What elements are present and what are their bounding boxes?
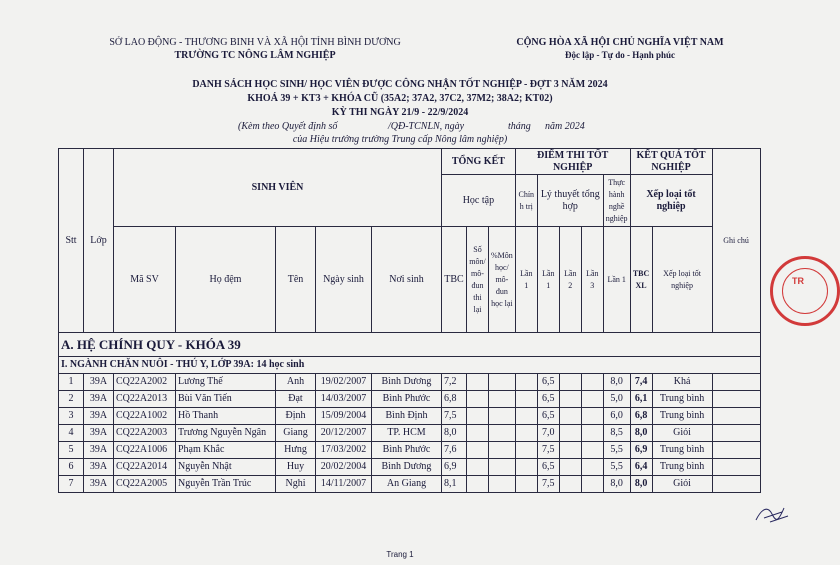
cell-tbc: 7,2 — [442, 374, 467, 391]
col-ghi-chu: Ghi chú — [712, 149, 760, 333]
cell-tbc: 7,6 — [442, 442, 467, 459]
cell-th: 5,5 — [603, 442, 630, 459]
col-stt: Stt — [59, 149, 84, 333]
cell-lt: 6,5 — [537, 374, 559, 391]
cell-stt: 6 — [59, 459, 84, 476]
cell-stt: 3 — [59, 408, 84, 425]
col-sinh-vien: SINH VIÊN — [114, 149, 442, 227]
cell-xl: 8,0 — [630, 425, 652, 442]
col-thuc-hanh: Thực hành nghề nghiệp — [603, 175, 630, 227]
col-xep-loai-tn: Xếp loại tốt nghiệp — [630, 175, 712, 227]
cell-empty — [712, 459, 760, 476]
cell-loai: Giỏi — [652, 476, 712, 493]
cell-loai: Trung bình — [652, 408, 712, 425]
cell-stt: 5 — [59, 442, 84, 459]
cell-empty — [515, 408, 537, 425]
col-diem-thi: ĐIỂM THI TỐT NGHIỆP — [515, 149, 630, 175]
cell-empty — [559, 476, 581, 493]
decision-note-2: của Hiệu trưởng trường Trung cấp Nông lâm nghiệp) — [292, 134, 508, 145]
cell-loai: Khá — [652, 374, 712, 391]
cell-ns: 15/09/2004 — [316, 408, 372, 425]
cell-empty — [712, 442, 760, 459]
cell-xl: 8,0 — [630, 476, 652, 493]
subsection-title: I. NGÀNH CHĂN NUÔI - THÚ Y, LỚP 39A: 14 học sinh — [59, 357, 761, 374]
graduation-table — [58, 148, 761, 493]
section-title: A. HỆ CHÍNH QUY - KHÓA 39 — [59, 333, 761, 357]
col-pct-mon: %Môn học/ mô-đun học lại — [489, 227, 516, 333]
cell-empty — [581, 408, 603, 425]
table-row — [59, 442, 761, 459]
doc-title: DANH SÁCH HỌC SINH/ HỌC VIÊN ĐƯỢC CÔNG NHẬN TỐT NGHIỆP - ĐỢT 3 NĂM 2024 — [192, 79, 608, 90]
cell-lt: 7,0 — [537, 425, 559, 442]
cell-ten: Đạt — [276, 391, 316, 408]
cell-ma: CQ22A2005 — [114, 476, 176, 493]
exam-date: KỲ THI NGÀY 21/9 - 22/9/2024 — [331, 107, 469, 118]
cell-empty — [467, 425, 489, 442]
cell-ho: Nguyễn Trần Trúc — [176, 476, 276, 493]
decision-note-d: năm 2024 — [545, 121, 585, 132]
cell-empty — [467, 459, 489, 476]
table-row — [59, 374, 761, 391]
cell-ma: CQ22A2014 — [114, 459, 176, 476]
table-row — [59, 476, 761, 493]
cell-empty — [515, 442, 537, 459]
cell-empty — [712, 408, 760, 425]
country-name: CỘNG HÒA XÃ HỘI CHỦ NGHĨA VIỆT NAM — [516, 37, 724, 48]
col-ho-dem: Họ đệm — [176, 227, 276, 333]
doc-subtitle: KHOÁ 39 + KT3 + KHÓA CŨ (35A2; 37A2, 37C2, 37M2; 38A2; KT02) — [247, 93, 553, 104]
col-ngay-sinh: Ngày sinh — [316, 227, 372, 333]
cell-empty — [489, 374, 516, 391]
cell-empty — [489, 408, 516, 425]
cell-ten: Hưng — [276, 442, 316, 459]
cell-ten: Định — [276, 408, 316, 425]
cell-xl: 7,4 — [630, 374, 652, 391]
cell-stt: 4 — [59, 425, 84, 442]
cell-empty — [559, 408, 581, 425]
cell-noi: TP. HCM — [372, 425, 442, 442]
cell-empty — [489, 391, 516, 408]
cell-ho: Hồ Thanh — [176, 408, 276, 425]
col-chinh-tri: Chín h trị — [515, 175, 537, 227]
cell-ns: 20/02/2004 — [316, 459, 372, 476]
cell-noi: Bình Phước — [372, 442, 442, 459]
cell-empty — [489, 476, 516, 493]
cell-ma: CQ22A2013 — [114, 391, 176, 408]
cell-empty — [559, 391, 581, 408]
cell-tbc: 8,1 — [442, 476, 467, 493]
cell-loai: Giỏi — [652, 425, 712, 442]
cell-empty — [515, 374, 537, 391]
cell-lop: 39A — [84, 442, 114, 459]
decision-note-c: tháng — [508, 121, 531, 132]
col-th-lan1: Lần 1 — [603, 227, 630, 333]
cell-lop: 39A — [84, 476, 114, 493]
cell-ns: 17/03/2002 — [316, 442, 372, 459]
cell-stt: 7 — [59, 476, 84, 493]
cell-empty — [515, 391, 537, 408]
cell-ho: Phạm Khắc — [176, 442, 276, 459]
cell-th: 6,0 — [603, 408, 630, 425]
col-ct-lan1: Lần 1 — [515, 227, 537, 333]
cell-empty — [559, 459, 581, 476]
cell-tbc: 6,8 — [442, 391, 467, 408]
cell-empty — [489, 425, 516, 442]
cell-empty — [467, 442, 489, 459]
cell-ma: CQ22A1002 — [114, 408, 176, 425]
col-so-mon: Số môn/ mô-đun thi lại — [467, 227, 489, 333]
col-ly-thuyet: Lý thuyết tổng hợp — [537, 175, 603, 227]
cell-lt: 6,5 — [537, 391, 559, 408]
official-stamp-inner — [782, 268, 828, 314]
cell-noi: An Giang — [372, 476, 442, 493]
cell-empty — [515, 425, 537, 442]
decision-note-a: (Kèm theo Quyết định số — [238, 121, 338, 132]
col-hoc-tap: Học tập — [442, 175, 516, 227]
cell-loai: Trung bình — [652, 442, 712, 459]
cell-empty — [712, 425, 760, 442]
cell-ma: CQ22A1006 — [114, 442, 176, 459]
cell-ten: Nghi — [276, 476, 316, 493]
page-number: Trang 1 — [386, 550, 414, 559]
cell-lt: 6,5 — [537, 459, 559, 476]
cell-empty — [467, 391, 489, 408]
cell-tbc: 8,0 — [442, 425, 467, 442]
ministry-name: SỞ LAO ĐỘNG - THƯƠNG BINH VÀ XÃ HỘI TỈNH BÌNH DƯƠNG — [109, 37, 401, 48]
col-xep-loai: Xếp loại tốt nghiệp — [652, 227, 712, 333]
cell-empty — [581, 374, 603, 391]
cell-empty — [581, 476, 603, 493]
cell-ns: 14/03/2007 — [316, 391, 372, 408]
cell-empty — [581, 459, 603, 476]
cell-empty — [559, 442, 581, 459]
motto: Độc lập - Tự do - Hạnh phúc — [564, 50, 675, 60]
cell-ma: CQ22A2003 — [114, 425, 176, 442]
col-ten: Tên — [276, 227, 316, 333]
cell-empty — [712, 476, 760, 493]
cell-ho: Bùi Văn Tiến — [176, 391, 276, 408]
cell-noi: Bình Dương — [372, 374, 442, 391]
cell-empty — [467, 408, 489, 425]
cell-empty — [581, 391, 603, 408]
cell-noi: Bình Phước — [372, 391, 442, 408]
cell-noi: Bình Định — [372, 408, 442, 425]
col-lt-lan1: Lần 1 — [537, 227, 559, 333]
col-lt-lan3: Lần 3 — [581, 227, 603, 333]
table-row — [59, 459, 761, 476]
stamp-text: TR — [792, 276, 804, 286]
cell-lt: 6,5 — [537, 408, 559, 425]
cell-ns: 14/11/2007 — [316, 476, 372, 493]
cell-th: 5,5 — [603, 459, 630, 476]
cell-lop: 39A — [84, 459, 114, 476]
table-row — [59, 408, 761, 425]
cell-tbc: 6,9 — [442, 459, 467, 476]
cell-lop: 39A — [84, 408, 114, 425]
col-tbc: TBC — [442, 227, 467, 333]
cell-empty — [559, 374, 581, 391]
cell-tbc: 7,5 — [442, 408, 467, 425]
cell-xl: 6,9 — [630, 442, 652, 459]
col-lt-lan2: Lần 2 — [559, 227, 581, 333]
col-lop: Lớp — [84, 149, 114, 333]
cell-ns: 19/02/2007 — [316, 374, 372, 391]
school-name: TRƯỜNG TC NÔNG LÂM NGHIỆP — [174, 50, 336, 61]
cell-loai: Trung bình — [652, 391, 712, 408]
cell-empty — [581, 442, 603, 459]
col-ket-qua: KẾT QUẢ TỐT NGHIỆP — [630, 149, 712, 175]
cell-lt: 7,5 — [537, 442, 559, 459]
cell-th: 5,0 — [603, 391, 630, 408]
cell-empty — [515, 476, 537, 493]
cell-ten: Huy — [276, 459, 316, 476]
cell-empty — [467, 476, 489, 493]
cell-ten: Anh — [276, 374, 316, 391]
cell-empty — [467, 374, 489, 391]
cell-empty — [712, 374, 760, 391]
cell-empty — [515, 459, 537, 476]
cell-xl: 6,8 — [630, 408, 652, 425]
cell-empty — [712, 391, 760, 408]
cell-ten: Giang — [276, 425, 316, 442]
cell-xl: 6,1 — [630, 391, 652, 408]
cell-stt: 2 — [59, 391, 84, 408]
cell-lt: 7,5 — [537, 476, 559, 493]
decision-note-b: /QĐ-TCNLN, ngày — [388, 121, 465, 132]
col-tbc-xl: TBC XL — [630, 227, 652, 333]
col-noi-sinh: Nơi sinh — [372, 227, 442, 333]
cell-ho: Nguyễn Nhật — [176, 459, 276, 476]
cell-ma: CQ22A2002 — [114, 374, 176, 391]
cell-empty — [489, 442, 516, 459]
cell-stt: 1 — [59, 374, 84, 391]
cell-empty — [581, 425, 603, 442]
cell-empty — [489, 459, 516, 476]
cell-loai: Trung bình — [652, 459, 712, 476]
cell-empty — [559, 425, 581, 442]
cell-lop: 39A — [84, 374, 114, 391]
table-row — [59, 391, 761, 408]
cell-th: 8,5 — [603, 425, 630, 442]
signature-mark — [752, 500, 792, 528]
cell-ho: Trương Nguyễn Ngân — [176, 425, 276, 442]
cell-lop: 39A — [84, 425, 114, 442]
cell-th: 8,0 — [603, 476, 630, 493]
table-row — [59, 425, 761, 442]
col-ma-sv: Mã SV — [114, 227, 176, 333]
col-tong-ket: TỔNG KẾT — [442, 149, 516, 175]
cell-xl: 6,4 — [630, 459, 652, 476]
cell-th: 8,0 — [603, 374, 630, 391]
cell-noi: Bình Dương — [372, 459, 442, 476]
cell-lop: 39A — [84, 391, 114, 408]
cell-ho: Lương Thế — [176, 374, 276, 391]
cell-ns: 20/12/2007 — [316, 425, 372, 442]
